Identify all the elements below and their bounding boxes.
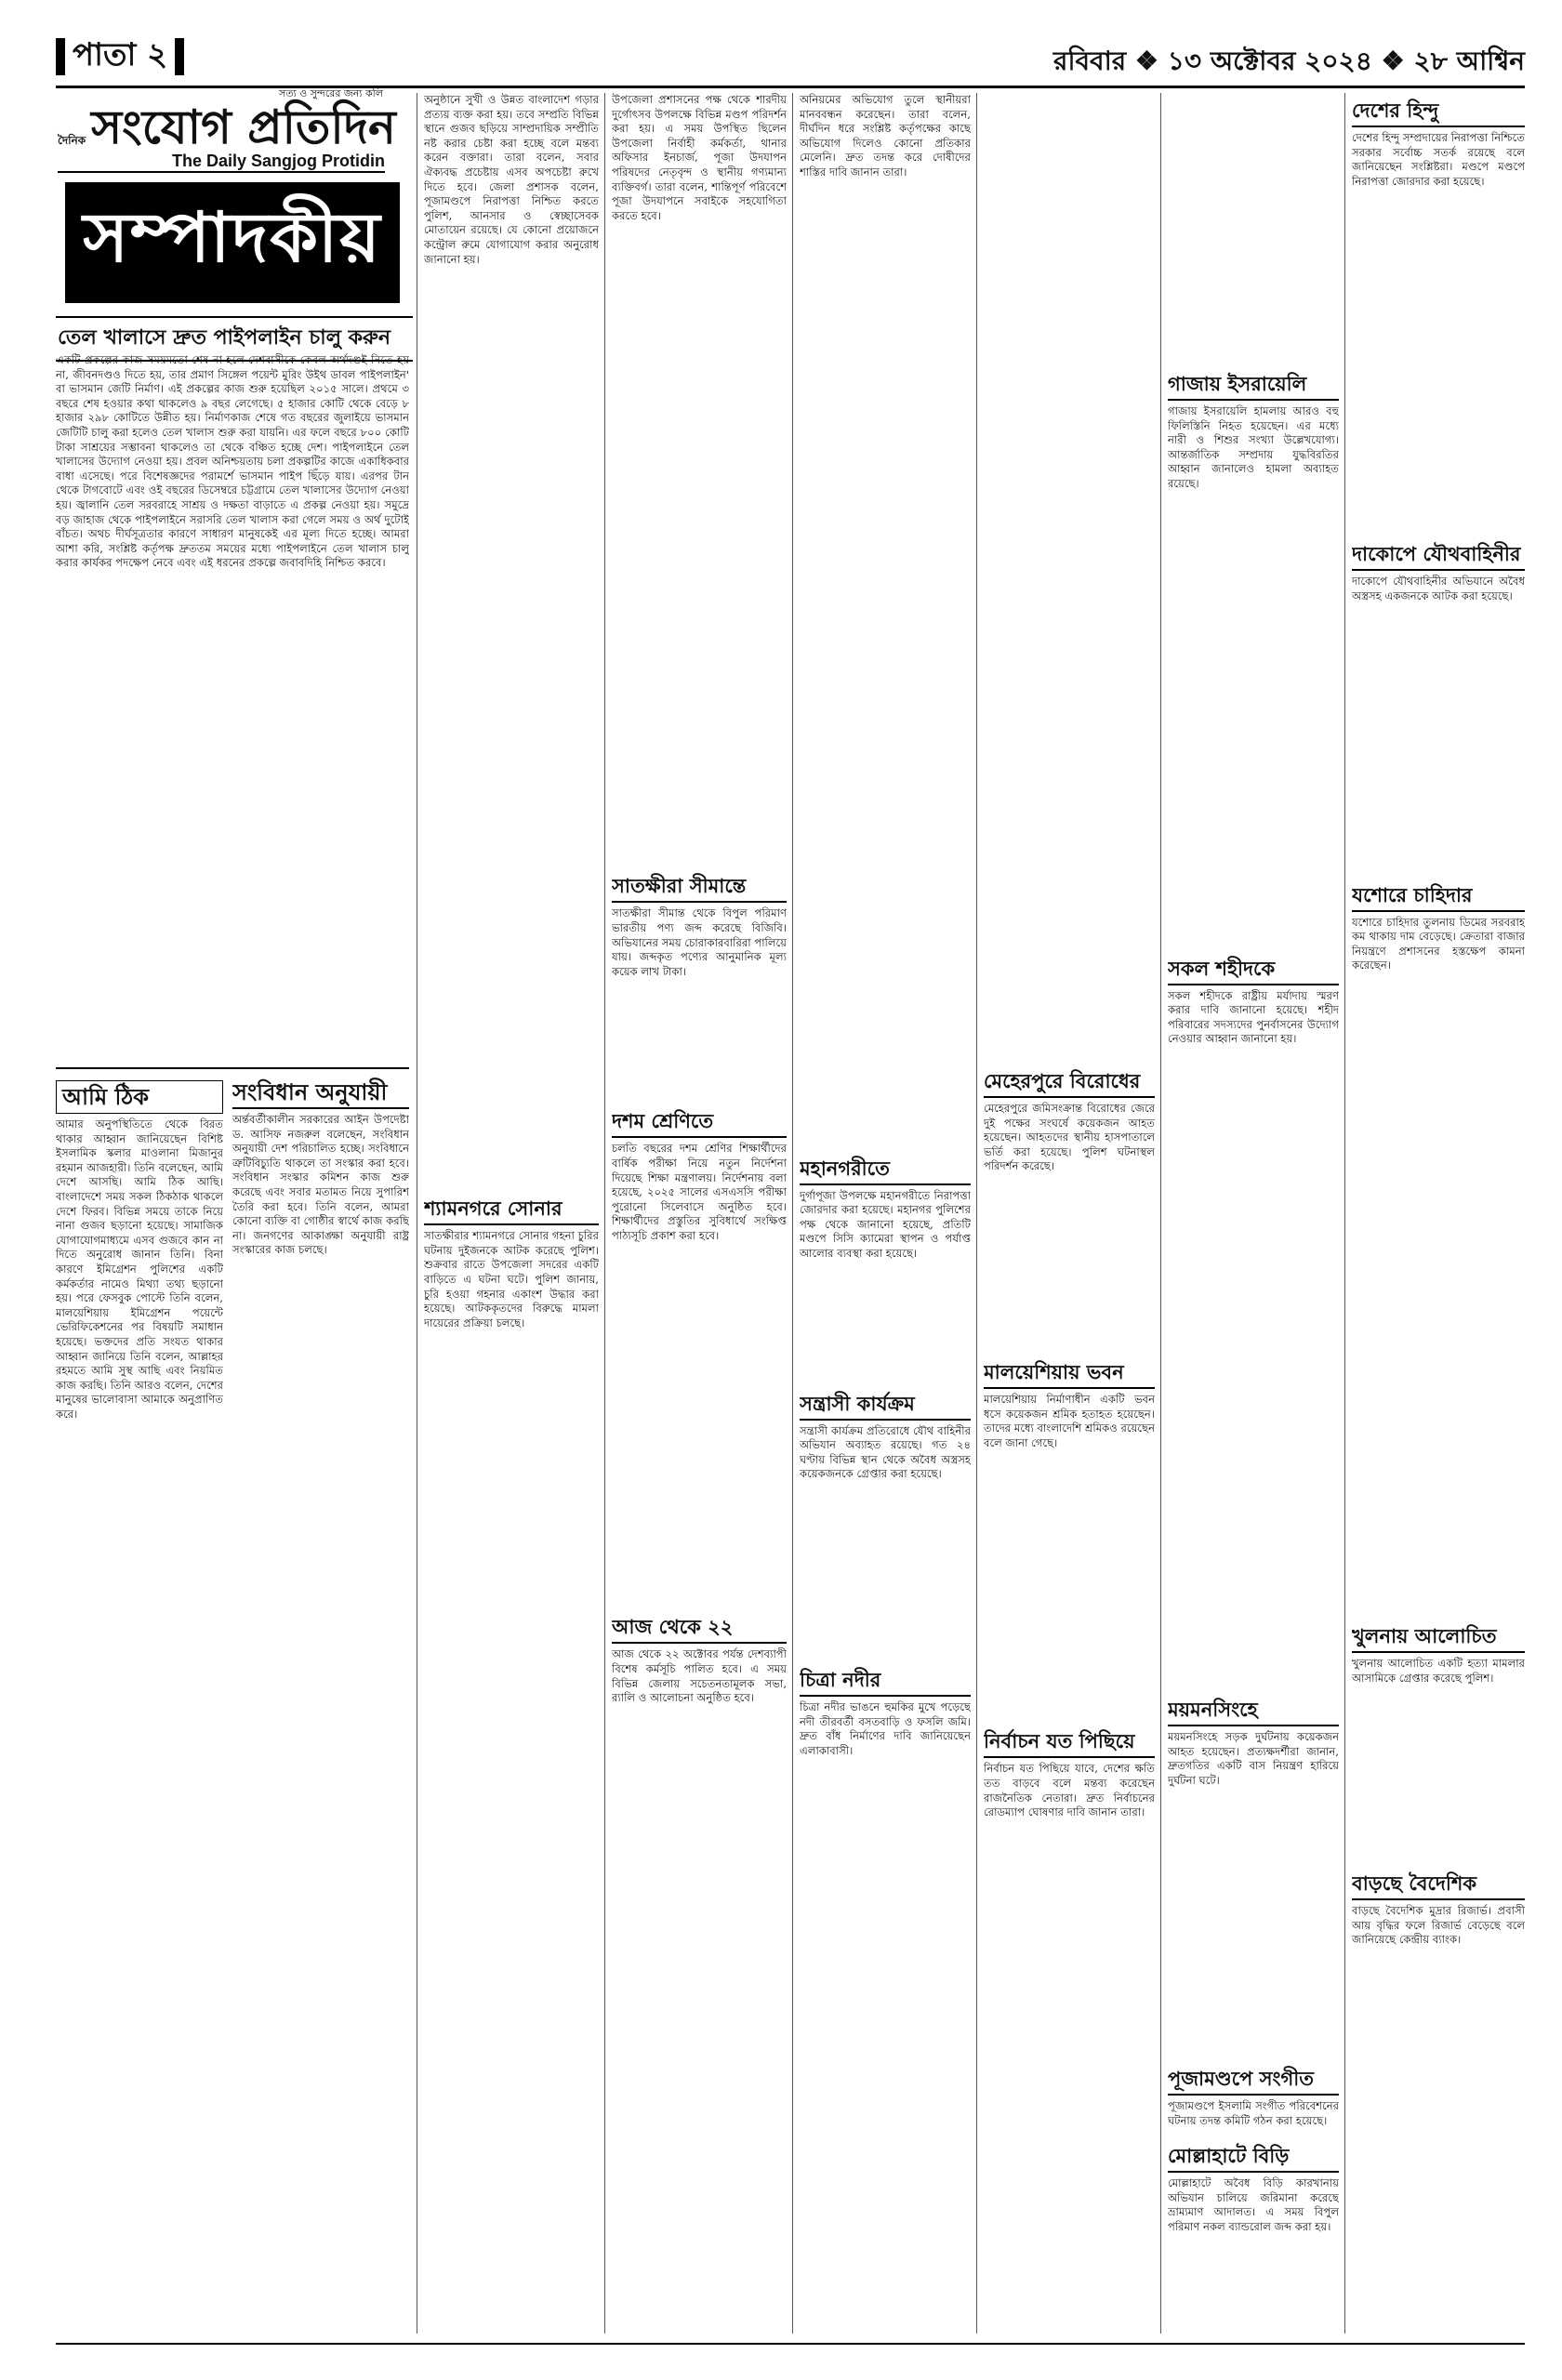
masthead-tagline: সত্য ও সুন্দরের জন্য কলি <box>278 87 383 99</box>
column-3 <box>612 93 787 2334</box>
article-body: পূজামণ্ডপে ইসলামি সংগীত পরিবেশনের ঘটনায় তদন্ত কমিটি গঠন করা হয়েছে। <box>1168 2099 1339 2127</box>
column-5 <box>984 93 1155 2334</box>
article-body: বাড়ছে বৈদেশিক মুদ্রার রিজার্ভ। প্রবাসী আয় বৃদ্ধির ফলে রিজার্ভ বেড়েছে বলে জানিয়েছে কেন্দ্রীয় ব্যাংক। <box>1352 1904 1525 1947</box>
article-body: আমার অনুপস্থিতিতে থেকে বিরত থাকার আহ্বান জানিয়েছেন বিশিষ্ট ইসলামিক স্কলার মাওলানা মিজানুর রহমান আজহারী। তিনি বলেছেন, আমি দেশে আসছি। আমি ঠিক আছি। বাংলাদেশে সময় সকল ঠিকঠাক থাকলে দেশে ফিরব। বিভিন্ন সময়ে তাকে নিয়ে নানা গুজব ছড়ানো হয়েছে। সামাজিক যোগাযোগমাধ্যমে এসব গুজবে কান না দিতে অনুরোধ জানান তিনি। বিনা কারণে ইমিগ্রেশন পুলিশের একটি কর্মকর্তার নামেও মিথ্যা তথ্য ছড়ানো হয়। পরে ফেসবুক পোস্টে তিনি বলেন, মালয়েশিয়ায় ইমিগ্রেশন পয়েন্টে ভেরিফিকেশনের পর বিষয়টি সমাধান হয়েছে। ভক্তদের প্রতি সংযত থাকার আহ্বান জানিয়ে তিনি বলেন, আল্লাহর রহমতে আমি সুস্থ আছি এবং নিয়মিত কাজ করছি। তিনি আরও বলেন, দেশের মানুষের ভালোবাসা আমাকে অনুপ্রাণিত করে। <box>56 1117 223 1421</box>
article-headline: দশম শ্রেণিতে <box>612 1109 787 1138</box>
footer-rule <box>56 2343 1525 2348</box>
article-headline: আজ থেকে ২২ <box>612 1615 787 1644</box>
article-body: দাকোপে যৌথবাহিনীর অভিযানে অবৈধ অস্ত্রসহ একজনকে আটক করা হয়েছে। <box>1352 575 1525 602</box>
editorial-body-column <box>56 353 409 1060</box>
section-divider <box>56 1067 409 1069</box>
article-body: গাজায় ইসরায়েলি হামলায় আরও বহু ফিলিস্তিনি নিহত হয়েছেন। এর মধ্যে নারী ও শিশুর সংখ্যা উল্লেখযোগ্য। আন্তর্জাতিক সম্প্রদায় যুদ্ধবিরতির আহ্বান জানালেও হামলা অব্যাহত রয়েছে। <box>1168 404 1339 490</box>
page-label: পাতা ২ <box>73 35 168 73</box>
article-body: চিত্রা নদীর ভাঙনে হুমকির মুখে পড়েছে নদী তীরবর্তী বসতবাড়ি ও ফসলি জমি। দ্রুত বাঁধ নির্মাণের দাবি জানিয়েছেন এলাকাবাসী। <box>800 1699 971 1757</box>
column-1b <box>232 1075 409 2339</box>
date-line: রবিবার ❖ ১৩ অক্টোবর ২০২৪ ❖ ২৮ আশ্বিন <box>1053 46 1525 76</box>
section-banner <box>65 182 400 303</box>
article-headline: মালয়েশিয়ায় ভবন <box>984 1360 1155 1389</box>
article-body: খুলনায় আলোচিত একটি হত্যা মামলার আসামিকে গ্রেপ্তার করেছে পুলিশ। <box>1352 1656 1525 1685</box>
article-headline: চিত্রা নদীর <box>800 1668 971 1697</box>
page-bar-icon <box>175 38 184 75</box>
column-divider <box>792 93 793 2334</box>
article-body: অনিয়মের অভিযোগ তুলে স্থানীয়রা মানববন্ধন করেছেন। তারা বলেন, দীর্ঘদিন ধরে সংশ্লিষ্ট কর্তৃপক্ষের কাছে অভিযোগ দিলেও কোনো প্রতিকার মেলেনি। দ্রুত তদন্ত করে দোষীদের শাস্তির দাবি জানান তারা। <box>800 93 971 178</box>
article-headline: গাজায় ইসরায়েলি <box>1168 372 1339 401</box>
article-headline: শ্যামনগরে সোনার <box>424 1197 599 1225</box>
masthead-title: সংযোগ প্রতিদিন <box>91 100 396 154</box>
column-divider <box>1344 93 1345 2334</box>
article-headline: সন্ত্রাসী কার্যক্রম <box>800 1392 971 1421</box>
article-body: দুর্গাপূজা উপলক্ষে মহানগরীতে নিরাপত্তা জোরদার করা হয়েছে। মহানগর পুলিশের পক্ষ থেকে জানানো হয়েছে, প্রতিটি মণ্ডপে সিসি ক্যামেরা স্থাপন ও পর্যাপ্ত আলোর ব্যবস্থা করা হয়েছে। <box>800 1188 971 1260</box>
section-title: সম্পাদকীয় <box>83 197 382 278</box>
article-headline: মহানগরীতে <box>800 1157 971 1185</box>
column-divider <box>604 93 605 2334</box>
article-headline: সংবিধান অনুযায়ী <box>232 1080 409 1109</box>
column-2 <box>424 93 599 2334</box>
article-body: ময়মনসিংহে সড়ক দুর্ঘটনায় কয়েকজন আহত হয়েছেন। প্রত্যক্ষদর্শীরা জানান, দ্রুতগতির একটি বাস নিয়ন্ত্রণ হারিয়ে দুর্ঘটনা ঘটে। <box>1168 1729 1339 1787</box>
column-1a <box>56 1075 223 2339</box>
article-body: নির্বাচন যত পিছিয়ে যাবে, দেশের ক্ষতি তত বাড়বে বলে মন্তব্য করেছেন রাজনৈতিক নেতারা। দ্রুত নির্বাচনের রোডম্যাপ ঘোষণার দাবি জানান তারা। <box>984 1762 1155 1819</box>
page-number <box>56 35 195 78</box>
column-8 <box>1352 93 1525 2334</box>
article-headline: সকল শহীদকে <box>1168 957 1339 985</box>
column-7 <box>1168 2138 1339 2324</box>
column-4 <box>800 93 971 2334</box>
article-headline: যশোরে চাহিদার <box>1352 883 1525 912</box>
article-body: মোল্লাহাটে অবৈধ বিড়ি কারখানায় অভিযান চালিয়ে জরিমানা করেছে ভ্রাম্যমাণ আদালত। এ সময় বিপুল পরিমাণ নকল ব্যান্ডরোল জব্দ করা হয়। <box>1168 2176 1339 2233</box>
article-body: দেশের হিন্দু সম্প্রদায়ের নিরাপত্তা নিশ্চিতে সরকার সর্বোচ্চ সতর্ক রয়েছে বলে জানিয়েছেন সংশ্লিষ্টরা। মণ্ডপে মণ্ডপে নিরাপত্তা জোরদার করা হয়েছে। <box>1352 131 1525 188</box>
article-headline: দেশের হিন্দু <box>1352 99 1525 127</box>
article-body: মেহেরপুরে জমিসংক্রান্ত বিরোধের জেরে দুই পক্ষের সংঘর্ষে কয়েকজন আহত হয়েছেন। আহতদের স্থানীয় হাসপাতালে ভর্তি করা হয়েছে। পুলিশ ঘটনাস্থল পরিদর্শন করেছে। <box>984 1102 1155 1173</box>
article-headline: পূজামণ্ডপে সংগীত <box>1168 2067 1339 2096</box>
article-body: মালয়েশিয়ায় নির্মাণাধীন একটি ভবন ধসে কয়েকজন শ্রমিক হতাহত হয়েছেন। তাদের মধ্যে বাংলাদেশি শ্রমিকও রয়েছেন বলে জানা গেছে। <box>984 1392 1155 1449</box>
article-headline: নির্বাচন যত পিছিয়ে <box>984 1729 1155 1758</box>
article-body: সাতক্ষীরার শ্যামনগরে সোনার গহনা চুরির ঘটনায় দুইজনকে আটক করেছে পুলিশ। শুক্রবার রাতে উপজেলা সদরের একটি বাড়িতে এ ঘটনা ঘটে। পুলিশ জানায়, চুরি হওয়া গহনার একাংশ উদ্ধার করা হয়েছে। আটককৃতদের বিরুদ্ধে মামলা দায়েরের প্রক্রিয়া চলছে। <box>424 1229 599 1329</box>
article-headline: ময়মনসিংহে <box>1168 1698 1339 1726</box>
article-headline: আমি ঠিক <box>56 1080 223 1114</box>
column-6 <box>1168 93 1339 2334</box>
masthead-english: The Daily Sangjog Protidin <box>58 152 385 173</box>
article-headline: দাকোপে যৌথবাহিনীর <box>1352 542 1525 571</box>
article-body: উপজেলা প্রশাসনের পক্ষ থেকে শারদীয় দুর্গোৎসব উপলক্ষে বিভিন্ন মণ্ডপ পরিদর্শন করা হয়। এ সময় উপস্থিত ছিলেন উপজেলা নির্বাহী কর্মকর্তা, থানার অফিসার ইনচার্জ, পূজা উদযাপন পরিষদের নেতৃবৃন্দ ও স্থানীয় গণ্যমান্য ব্যক্তিবর্গ। তারা বলেন, শান্তিপূর্ণ পরিবেশে পূজা উদযাপনে সবাইকে সহযোগিতা করতে হবে। <box>612 93 787 222</box>
article-body: সকল শহীদকে রাষ্ট্রীয় মর্যাদায় স্মরণ করার দাবি জানানো হয়েছে। শহীদ পরিবারের সদস্যদের পুনর্বাসনের উদ্যোগ নেওয়ার আহ্বান জানানো হয়। <box>1168 988 1339 1046</box>
article-headline: সাতক্ষীরা সীমান্তে <box>612 874 787 903</box>
article-body: অনুষ্ঠানে সুখী ও উন্নত বাংলাদেশ গড়ার প্রত্যয় ব্যক্ত করা হয়। তবে সম্প্রতি বিভিন্ন স্থানে গুজব ছড়িয়ে সাম্প্রদায়িক সম্প্রীতি নষ্ট করার চেষ্টা করা হচ্ছে বলে মন্তব্য করেন বক্তারা। তারা বলেন, সবার ঐক্যবদ্ধ প্রচেষ্টায় এসব অপচেষ্টা রুখে দিতে হবে। জেলা প্রশাসক বলেন, পূজামণ্ডপে নিরাপত্তা নিশ্চিত করতে পুলিশ, আনসার ও স্বেচ্ছাসেবক মোতায়েন রয়েছে। যে কোনো প্রয়োজনে কন্ট্রোল রুমে যোগাযোগ করার অনুরোধ জানানো হয়। <box>424 93 599 266</box>
page-bar-icon <box>56 38 65 75</box>
article-headline: মোল্লাহাটে বিড়ি <box>1168 2144 1339 2173</box>
article-body: সাতক্ষীরা সীমান্ত থেকে বিপুল পরিমাণ ভারতীয় পণ্য জব্দ করেছে বিজিবি। অভিযানের সময় চোরাকারবারিরা পালিয়ে যায়। জব্দকৃত পণ্যের আনুমানিক মূল্য কয়েক লাখ টাকা। <box>612 906 787 978</box>
column-divider <box>1160 93 1161 2334</box>
article-headline: খুলনায় আলোচিত <box>1352 1624 1525 1653</box>
article-headline: মেহেরপুরে বিরোধের <box>984 1069 1155 1098</box>
article-body: আজ থেকে ২২ অক্টোবর পর্যন্ত দেশব্যাপী বিশেষ কর্মসূচি পালিত হবে। এ সময় বিভিন্ন জেলায় সচেতনতামূলক সভা, র‍্যালি ও আলোচনা অনুষ্ঠিত হবে। <box>612 1647 787 1705</box>
editorial-body: একটি প্রকল্পের কাজ সময়মতো শেষ না হলে দেশবাসীকে কেবল অর্থদণ্ডই নিতে হয় না, জীবনদণ্ডও দিতে হয়, তার প্রমাণ সিঙ্গেল পয়েন্ট মুরিং উইথ ডাবল পাইপলাইন' বা ভাসমান জেটি নির্মাণ। এই প্রকল্পের কাজ শুরু হয়েছিল ২০১৫ সালে। প্রথমে ৩ বছরে শেষ হওয়ার কথা থাকলেও ৯ বছর লেগেছে। ৫ হাজার কোটি থেকে বেড়ে ৮ হাজার ২৯৮ কোটিতে উন্নীত হয়। নির্মাণকাজ শেষে গত বছরের জুলাইয়ে ভাসমান জেটিটি চালু করা হলেও তেল খালাস শুরু করা যায়নি। এর ফলে বছরে ৮০০ কোটি টাকা সাশ্রয়ের সম্ভাবনা থাকলেও তা থেকে বঞ্চিত হচ্ছে দেশ। পাইপলাইনে তেল খালাসের উদ্যোগ নেওয়া হয়। প্রবল অনিশ্চয়তায় চলা প্রকল্পটির কাজে একাধিকবার বাধা এসেছে। পরে বিশেষজ্ঞদের পরামর্শে ভাসমান পাইপ ছিঁড়ে যায়। এরপর টান থেকে টাগবোটে এবং ওই বছরের ডিসেম্বরে চট্টগ্রামে তেল খালাসের উদ্যোগ নেওয়া হয়। জ্বালানি তেল সরবরাহে সাশ্রয় ও দক্ষতা বাড়াতে এ প্রকল্প নেওয়া হয়। সমুদ্রে বড় জাহাজ থেকে পাইপলাইনে সরাসরি তেল খালাস করা গেলে সময় ও অর্থ দুটোই বাঁচত। অথচ দীর্ঘসূত্রতার কারণে সাধারণ মানুষকেই এর মূল্য দিতে হচ্ছে। আমরা আশা করি, সংশ্লিষ্ট কর্তৃপক্ষ দ্রুততম সময়ের মধ্যে পাইপলাইনে তেল খালাস চালু করার কার্যকর পদক্ষেপ নেবে এবং এই ধরনের প্রকল্পে জবাবদিহি নিশ্চিত করবে। <box>56 353 409 570</box>
article-body: অর্ন্তবর্তীকালীন সরকারের আইন উপদেষ্টা ড. আসিফ নজরুল বলেছেন, সংবিধান অনুযায়ী দেশ পরিচালিত হচ্ছে। সংবিধানে ত্রুটিবিচ্যুতি থাকলে তা সংস্কার করা হবে। সংবিধান সংস্কার কমিশন কাজ শুরু করেছে এবং সবার মতামত নিয়ে সুপারিশ তৈরি করা হবে। তিনি বলেন, আমরা কোনো ব্যক্তি বা গোষ্ঠীর স্বার্থে কাজ করছি না। জনগণের আকাঙ্ক্ষা অনুযায়ী রাষ্ট্র সংস্কারের কাজ চলছে। <box>232 1113 409 1257</box>
article-body: চলতি বছরের দশম শ্রেণির শিক্ষার্থীদের বার্ষিক পরীক্ষা নিয়ে নতুন নির্দেশনা দিয়েছে শিক্ষা মন্ত্রণালয়। নির্দেশনায় বলা হয়েছে, ২০২৫ সালের এসএসসি পরীক্ষা পুরোনো সিলেবাসে অনুষ্ঠিত হবে। শিক্ষার্থীদের প্রস্তুতির সুবিধার্থে সংক্ষিপ্ত পাঠ্যসূচি প্রকাশ করা হবে। <box>612 1142 787 1242</box>
article-headline: বাড়ছে বৈদেশিক <box>1352 1871 1525 1900</box>
article-body: সন্ত্রাসী কার্যক্রম প্রতিরোধে যৌথ বাহিনীর অভিযান অব্যাহত রয়েছে। গত ২৪ ঘণ্টায় বিভিন্ন স্থান থেকে অবৈধ অস্ত্রসহ কয়েকজনকে গ্রেপ্তার করা হয়েছে। <box>800 1423 971 1481</box>
editorial-headline: তেল খালাসে দ্রুত পাইপলাইন চালু করুন <box>56 316 413 362</box>
column-divider <box>976 93 977 2334</box>
masthead-prefix: দৈনিক <box>58 134 86 147</box>
masthead <box>58 86 396 178</box>
article-body: যশোরে চাহিদার তুলনায় ডিমের সরবরাহ কম থাকায় দাম বেড়েছে। ক্রেতারা বাজার নিয়ন্ত্রণে প্রশাসনের হস্তক্ষেপ কামনা করেছেন। <box>1352 915 1525 972</box>
